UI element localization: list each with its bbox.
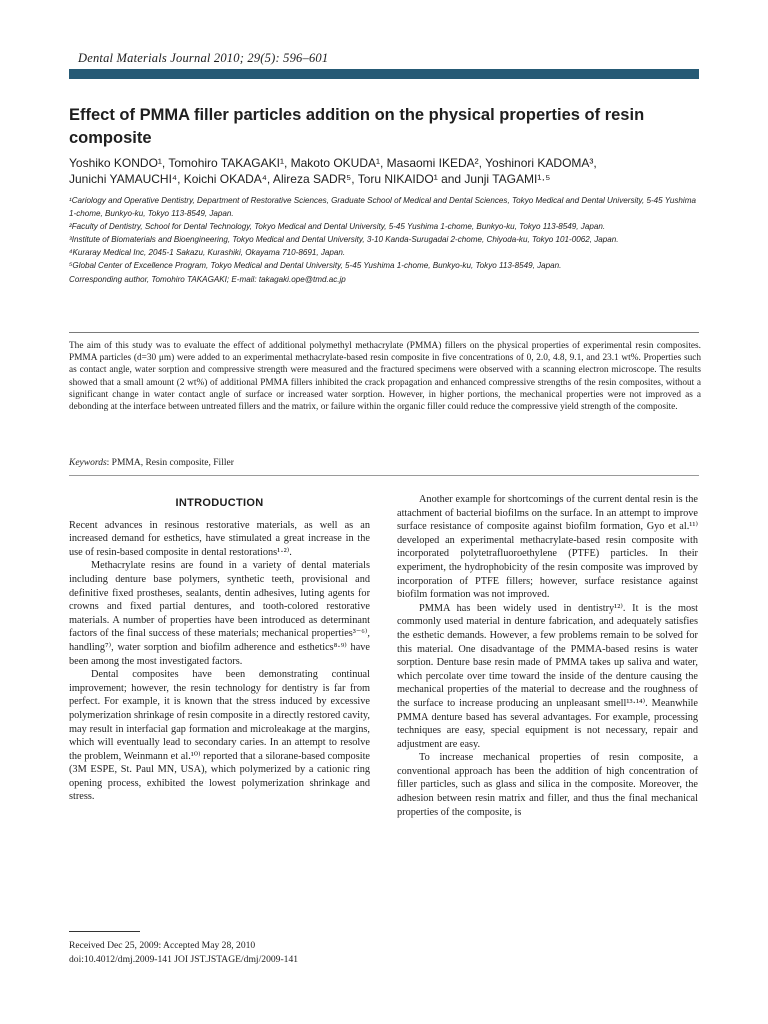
body-paragraph: Methacrylate resins are found in a variety of dental materials including denture base polymers, synthetic teeth, provisional and definitive fixed prostheses, sealants, dentin adhesives, luting agents for crowns and fixed partial dentures, and tooth-colored restorative materials. A number of properties have been introduced as determinant factors of the final success of these materials; mechanical properties³⁻⁶⁾, handling⁷⁾, water sorption and biofilm adherence and esthetics⁸·⁹⁾ have been among the most investigated factors.: [69, 560, 370, 667]
body-column-left: [69, 497, 370, 804]
affiliation: ²Faculty of Dentistry, School for Dental Technology, Tokyo Medical and Dental University, 5-45 Yushima 1-chome, Bunkyo-ku, Tokyo 113-8549, Japan.: [69, 222, 606, 232]
journal-citation: Dental Materials Journal 2010; 29(5): 596–601: [78, 51, 329, 65]
article-title: Effect of PMMA filler particles addition on the physical properties of resin composite: [69, 106, 645, 147]
header-rule: [69, 69, 699, 79]
abstract-rule: [69, 332, 699, 333]
abstract: The aim of this study was to evaluate the effect of additional polymethyl methacrylate (PMMA) fillers on the physical properties of experimental resin composites. PMMA particles (d=30 μm) were added to an experimental methacrylate-based resin composite in five concentrations of 0, 2.0, 4.8, 9.1, and 23.1 wt%. Properties such as contact angle, water sorption and compressive strength were measured and the fractured specimens were observed with a scanning electron microscope. The results showed that a small amount (2 wt%) of additional PMMA fillers inhibited the crack propagation and enhanced compressive strengths of the resin composites, without a significant change in water contact angle of surface or increased water sorption. However, in higher portions, the mechanical properties were not improved as a debonding at the interface between untreated fillers and the matrix, or failure within the organic filler could reduce the compressive yield strength of the composite.: [69, 341, 701, 413]
keywords-rule: [69, 475, 699, 476]
footnote-rule: [69, 931, 140, 932]
received-date: Received Dec 25, 2009: Accepted May 28, 2010: [69, 940, 256, 951]
affiliation: ⁵Global Center of Excellence Program, Tokyo Medical and Dental University, 5-45 Yushima 1-chome, Bunkyo-ku, Tokyo 113-8549, Japan.: [69, 261, 562, 271]
body-paragraph: Another example for shortcomings of the current dental resin is the attachment of bacterial biofilms on the surface. In an attempt to improve surface resistance of composite against biofilm formation, Gyo et al.¹¹⁾ developed an experimental methacrylate-based resin composite with incorporated polytetrafluoroethylene (PTFE) particles. In their experiment, the hydrophobicity of the resin composite was improved by incorporation of PTFE fillers; however, surface resistance against biofilm formation was not improved.: [397, 494, 698, 601]
keywords: [69, 457, 701, 469]
section-heading-introduction: INTRODUCTION: [175, 497, 264, 509]
affiliation: ¹Cariology and Operative Dentistry, Department of Restorative Sciences, Graduate School of Medical and Dental Sciences, Tokyo Medical and Dental University, 5-45 Yushima 1-chome, Bunkyo-ku, Tokyo 113-8549, Japan.: [69, 196, 696, 219]
body-paragraph: Recent advances in resinous restorative materials, as well as an increased demand for esthetics, have stimulated a great increase in the use of resin-based composite in dental restorations¹·²⁾.: [69, 519, 370, 558]
affiliations: [69, 194, 701, 286]
affiliation: ³Institute of Biomaterials and Bioengineering, Tokyo Medical and Dental University, 3-10 Kanda-Surugadai 2-chome, Chiyoda-ku, Tokyo 101-0062, Japan.: [69, 235, 619, 245]
body-column-right: [397, 493, 698, 819]
body-paragraph: To increase mechanical properties of resin composite, a conventional approach has been the addition of high concentration of filler particles, such as glass and silica in the composite. Moreover, the adhesion between resin matrix and filler, and thus the final mechanical properties of the composite, is: [397, 752, 698, 818]
doi: doi:10.4012/dmj.2009-141 JOI JST.JSTAGE/dmj/2009-141: [69, 954, 299, 965]
body-paragraph: Dental composites have been demonstrating continual improvement; however, the resin technology for dentistry is far from perfect. For example, it is known that the stress induced by excessive polymerization shrinkage of resin composite in a directly restored cavity, may result in interfacial gap formation and microleakage at the margins, which will eventually lead to secondary caries. In an attempt to resolve the problem, Weinmann et al.¹⁰⁾ reported that a silorane-based composite (3M ESPE, St. Paul MN, USA), which polymerized by a cationic ring opening process, exhibited the lowest polymerization shrinkage and stress.: [69, 669, 370, 803]
author-list: [69, 155, 701, 187]
author-line: Yoshiko KONDO¹, Tomohiro TAKAGAKI¹, Makoto OKUDA¹, Masaomi IKEDA², Yoshinori KADOMA³,: [69, 156, 597, 170]
footnote: [69, 939, 409, 967]
corresponding-author: Corresponding author, Tomohiro TAKAGAKI; E-mail: takagaki.ope@tmd.ac.jp: [69, 274, 346, 284]
affiliation: ⁴Kuraray Medical Inc, 2045-1 Sakazu, Kurashiki, Okayama 710-8691, Japan.: [69, 248, 346, 258]
body-paragraph: PMMA has been widely used in dentistry¹²⁾. It is the most commonly used material in denture fabrication, and adequately satisfies the esthetic demands. However, a few problems remain to be solved for this material. One disadvantage of the PMMA-based resins is water sorption. Denture base resin made of PMMA takes up saliva and water, which percolate over time toward the inside of the denture causing the mechanical properties of the material to decrease and the roughness of the surface to increase producing an unpleasant smell¹³·¹⁴⁾. Meanwhile PMMA denture based has several advantages. For example, processing techniques are easy, special equipment is not necessary, repair and adjustment are easy.: [397, 602, 698, 750]
keywords-text: : PMMA, Resin composite, Filler: [106, 458, 234, 468]
keywords-label: Keywords: [69, 458, 107, 468]
author-line: Junichi YAMAUCHI⁴, Koichi OKADA⁴, Alireza SADR⁵, Toru NIKAIDO¹ and Junji TAGAMI¹·⁵: [69, 172, 551, 186]
